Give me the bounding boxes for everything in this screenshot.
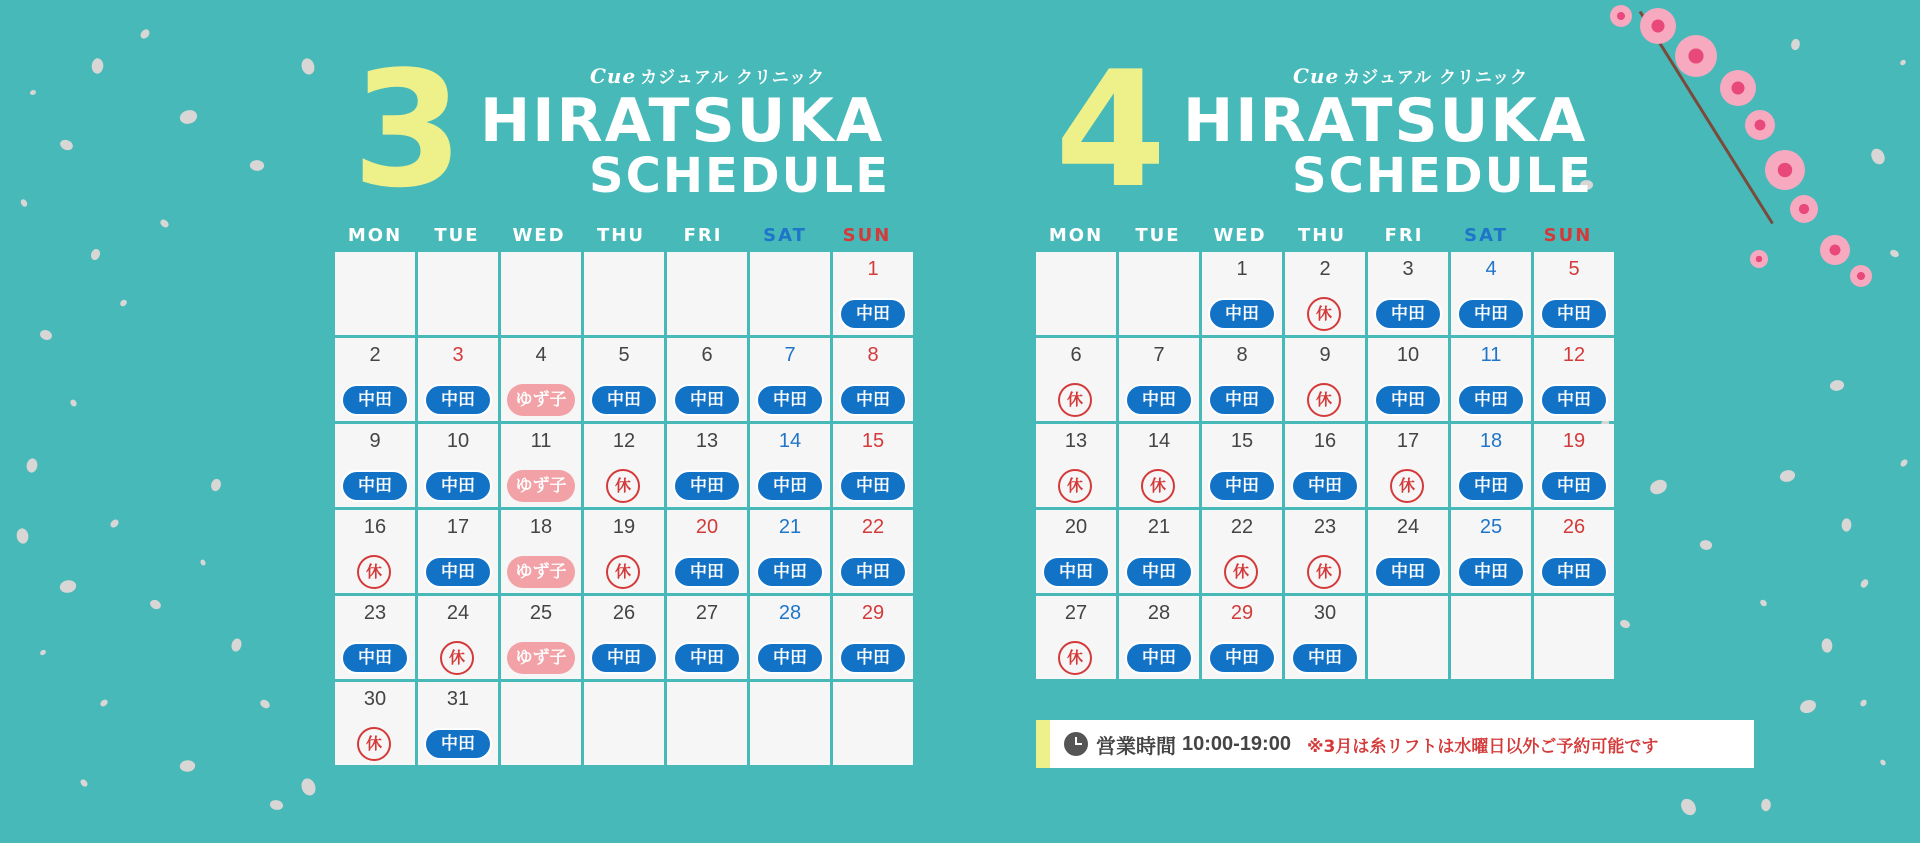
closed-badge: 休 [1058,641,1092,675]
day-number: 13 [1064,430,1088,452]
day-number: 24 [446,602,470,624]
day-number: 10 [446,430,470,452]
business-hours-bar [1036,720,1754,768]
day-number: 4 [535,344,547,366]
day-number: 26 [1562,516,1586,538]
petal [1759,599,1767,608]
doctor-badge: 中田 [673,384,741,416]
day-cell [501,510,581,593]
doctor-badge: 中田 [1042,556,1110,588]
doctor-badge: 中田 [341,642,409,674]
doctor-badge: 中田 [1208,642,1276,674]
day-number: 14 [1147,430,1171,452]
day-number: 11 [1480,344,1502,366]
day-cell [1368,424,1448,507]
day-number: 17 [446,516,470,538]
hours-time: 10:00-19:00 [1182,732,1291,755]
petal [1759,797,1773,812]
day-cell [1451,510,1531,593]
closed-badge: 休 [1224,555,1258,589]
weekday-sat: SAT [1464,225,1508,246]
petal [38,327,54,342]
petal [1780,470,1796,483]
day-cell [335,338,415,421]
day-cell [418,338,498,421]
day-cell [584,510,664,593]
petal [301,58,315,75]
day-number: 30 [1313,602,1337,624]
doctor-badge: 中田 [424,470,492,502]
day-number: 18 [529,516,553,538]
day-number: 24 [1396,516,1420,538]
day-number: 7 [1153,344,1165,366]
doctor-badge: 中田 [1208,384,1276,416]
weekday-wed: WED [1213,225,1267,246]
closed-badge: 休 [1390,469,1424,503]
day-number: 21 [1147,516,1171,538]
petal [79,778,88,788]
hours-label: 営業時間 [1096,733,1176,758]
doctor-badge: 中田 [1540,298,1608,330]
day-cell [1451,252,1531,335]
day-number: 19 [612,516,636,538]
day-number: 12 [1562,344,1586,366]
day-cell [833,682,913,765]
day-number: 16 [363,516,387,538]
day-cell [1285,252,1365,335]
petal [1880,759,1887,766]
day-cell [1119,252,1199,335]
day-cell [750,338,830,421]
petal [1829,379,1844,392]
day-cell [750,596,830,679]
day-cell [335,596,415,679]
petal [20,198,28,207]
day-number: 9 [369,430,381,452]
day-number: 14 [778,430,802,452]
doctor-badge: 中田 [1457,470,1525,502]
petal [159,218,170,229]
day-cell [1534,596,1614,679]
day-cell [501,338,581,421]
day-number: 25 [1479,516,1503,538]
doctor-badge: 中田 [1291,642,1359,674]
day-cell [501,424,581,507]
closed-badge: 休 [440,641,474,675]
day-number: 20 [695,516,719,538]
closed-badge: 休 [1307,383,1341,417]
day-number: 1 [867,258,879,280]
petal [1870,148,1885,166]
petal [259,698,271,711]
day-number: 12 [612,430,636,452]
day-number: 28 [1147,602,1171,624]
day-cell [667,596,747,679]
day-cell [833,424,913,507]
petal [1889,248,1900,259]
weekday-sun: SUN [1543,225,1593,246]
day-cell [1036,338,1116,421]
doctor-badge: 中田 [1291,470,1359,502]
day-cell [1285,510,1365,593]
day-cell [750,424,830,507]
day-cell [667,510,747,593]
doctor-badge: 中田 [1125,642,1193,674]
day-cell [501,682,581,765]
hours-note: ※3月は糸リフトは水曜日以外ご予約可能です [1306,736,1659,757]
day-cell [1119,424,1199,507]
yuzu-badge: ゆず子 [507,384,575,416]
day-cell [1285,338,1365,421]
doctor-badge: 中田 [1208,470,1276,502]
doctor-badge: 中田 [756,642,824,674]
day-cell [1119,510,1199,593]
doctor-badge: 中田 [424,556,492,588]
petal [119,299,127,307]
day-cell [1036,424,1116,507]
day-number: 16 [1313,430,1337,452]
petal [89,57,106,75]
day-number: 22 [1230,516,1254,538]
day-cell [1119,338,1199,421]
petal [1649,479,1668,495]
closed-badge: 休 [1141,469,1175,503]
day-number: 7 [784,344,796,366]
closed-badge: 休 [1058,469,1092,503]
day-number: 6 [1070,344,1082,366]
day-number: 23 [1313,516,1337,538]
petal [1840,517,1854,533]
doctor-badge: 中田 [839,470,907,502]
day-number: 15 [861,430,885,452]
petal [40,649,47,655]
day-cell [418,596,498,679]
closed-badge: 休 [357,727,391,761]
day-number: 21 [778,516,802,538]
day-cell [584,596,664,679]
march-calendar [335,222,913,765]
day-cell [1202,338,1282,421]
closed-badge: 休 [1058,383,1092,417]
petal [139,28,152,40]
day-cell [584,252,664,335]
month-number: 3 [352,36,464,223]
day-cell [1036,596,1116,679]
day-cell [1285,596,1365,679]
day-cell [584,338,664,421]
day-cell [833,510,913,593]
day-cell [418,682,498,765]
day-number: 17 [1396,430,1420,452]
petal [15,528,29,545]
petal [24,457,40,474]
day-number: 25 [529,602,553,624]
day-cell [335,682,415,765]
day-cell [667,682,747,765]
day-number: 30 [363,688,387,710]
day-number: 20 [1064,516,1088,538]
day-cell [335,252,415,335]
weekday-header [335,222,913,250]
title-hiratsuka: HIRATSUKA [1183,86,1588,156]
day-cell [1202,596,1282,679]
day-number: 5 [618,344,630,366]
weekday-thu: THU [1298,225,1346,246]
day-cell [1202,510,1282,593]
day-number: 4 [1485,258,1497,280]
day-cell [1119,596,1199,679]
day-cell [1534,510,1614,593]
day-cell [1202,252,1282,335]
weekday-mon: MON [1048,225,1104,246]
petal [229,637,244,653]
doctor-badge: 中田 [341,470,409,502]
day-cell [1451,338,1531,421]
petal [179,758,197,773]
petal [59,579,77,595]
petal [301,778,315,795]
day-number: 2 [369,344,381,366]
doctor-badge: 中田 [590,384,658,416]
doctor-badge: 中田 [839,556,907,588]
weekday-wed: WED [512,225,566,246]
weekday-fri: FRI [683,225,723,246]
petal [1698,538,1713,553]
petal [109,518,120,528]
day-number: 13 [695,430,719,452]
day-cell [833,596,913,679]
day-number: 3 [452,344,464,366]
petal [208,477,223,493]
petal [58,137,74,153]
day-number: 19 [1562,430,1586,452]
petal [1800,700,1816,714]
day-cell [750,682,830,765]
day-number: 26 [612,602,636,624]
day-number: 27 [1064,602,1088,624]
closed-badge: 休 [606,555,640,589]
petal [1899,59,1907,66]
doctor-badge: 中田 [1457,298,1525,330]
title-hiratsuka: HIRATSUKA [480,86,885,156]
petal [268,798,284,813]
closed-badge: 休 [606,469,640,503]
day-number: 31 [446,688,470,710]
petal [1859,699,1868,708]
doctor-badge: 中田 [673,470,741,502]
doctor-badge: 中田 [1125,384,1193,416]
petal [1619,618,1632,631]
petal [99,699,109,708]
doctor-badge: 中田 [424,384,492,416]
doctor-badge: 中田 [1540,556,1608,588]
doctor-badge: 中田 [341,384,409,416]
weekday-thu: THU [597,225,645,246]
petal [30,90,36,95]
petal [88,247,102,261]
doctor-badge: 中田 [1374,298,1442,330]
weekday-fri: FRI [1384,225,1424,246]
doctor-badge: 中田 [673,556,741,588]
doctor-badge: 中田 [1208,298,1276,330]
weekday-mon: MON [347,225,403,246]
doctor-badge: 中田 [1374,384,1442,416]
weekday-header [1036,222,1614,250]
day-cell [1368,338,1448,421]
day-cell [1285,424,1365,507]
doctor-badge: 中田 [590,642,658,674]
day-cell [1202,424,1282,507]
day-cell [1534,424,1614,507]
day-cell [501,596,581,679]
doctor-badge: 中田 [1540,470,1608,502]
day-number: 10 [1396,344,1420,366]
day-number: 2 [1319,258,1331,280]
day-cell [1036,252,1116,335]
doctor-badge: 中田 [839,384,907,416]
doctor-badge: 中田 [1540,384,1608,416]
day-number: 5 [1568,258,1580,280]
doctor-badge: 中田 [1457,556,1525,588]
day-cell [584,424,664,507]
weekday-tue: TUE [1135,225,1181,246]
day-cell [335,424,415,507]
doctor-badge: 中田 [1374,556,1442,588]
day-cell [667,424,747,507]
clock-icon [1064,732,1088,756]
petal [249,158,266,173]
month-number: 4 [1055,36,1167,223]
day-number: 23 [363,602,387,624]
brand-logo: Cue カジュアル クリニック [1293,64,1529,88]
day-cell [584,682,664,765]
day-cell [833,338,913,421]
petal [1899,458,1909,467]
doctor-badge: 中田 [756,470,824,502]
day-cell [1451,596,1531,679]
day-number: 9 [1319,344,1331,366]
day-number: 28 [778,602,802,624]
weekday-sun: SUN [842,225,892,246]
day-number: 22 [861,516,885,538]
petal [179,109,197,124]
yuzu-badge: ゆず子 [507,642,575,674]
day-number: 29 [861,602,885,624]
day-number: 18 [1479,430,1503,452]
title-schedule: SCHEDULE [589,148,890,204]
doctor-badge: 中田 [839,298,907,330]
day-cell [1534,252,1614,335]
april-calendar [1036,222,1614,679]
petal [1859,578,1870,589]
doctor-badge: 中田 [756,556,824,588]
closed-badge: 休 [1307,555,1341,589]
day-number: 6 [701,344,713,366]
day-cell [750,510,830,593]
day-cell [1368,510,1448,593]
petal [1820,637,1834,653]
closed-badge: 休 [357,555,391,589]
closed-badge: 休 [1307,297,1341,331]
day-cell [335,510,415,593]
brand-logo: Cue カジュアル クリニック [590,64,826,88]
day-number: 15 [1230,430,1254,452]
day-cell [418,252,498,335]
petal [200,559,206,565]
doctor-badge: 中田 [756,384,824,416]
day-cell [1451,424,1531,507]
day-number: 29 [1230,602,1254,624]
day-cell [418,424,498,507]
day-cell [667,338,747,421]
weekday-tue: TUE [434,225,480,246]
day-cell [833,252,913,335]
weekday-sat: SAT [763,225,807,246]
doctor-badge: 中田 [839,642,907,674]
yuzu-badge: ゆず子 [507,470,575,502]
petal [1680,797,1697,817]
day-cell [1368,252,1448,335]
doctor-badge: 中田 [1125,556,1193,588]
day-cell [750,252,830,335]
day-number: 8 [1236,344,1248,366]
day-cell [418,510,498,593]
day-number: 3 [1402,258,1414,280]
day-number: 8 [867,344,879,366]
doctor-badge: 中田 [424,728,492,760]
calendar-grid [335,252,913,765]
yuzu-badge: ゆず子 [507,556,575,588]
day-cell [667,252,747,335]
day-number: 27 [695,602,719,624]
day-number: 11 [530,430,552,452]
doctor-badge: 中田 [1457,384,1525,416]
title-schedule: SCHEDULE [1292,148,1593,204]
day-number: 1 [1236,258,1248,280]
petal [1789,38,1802,52]
petal [148,597,162,611]
day-cell [501,252,581,335]
day-cell [1036,510,1116,593]
doctor-badge: 中田 [673,642,741,674]
day-cell [1368,596,1448,679]
day-cell [1534,338,1614,421]
calendar-grid [1036,252,1614,679]
petal [70,399,77,407]
